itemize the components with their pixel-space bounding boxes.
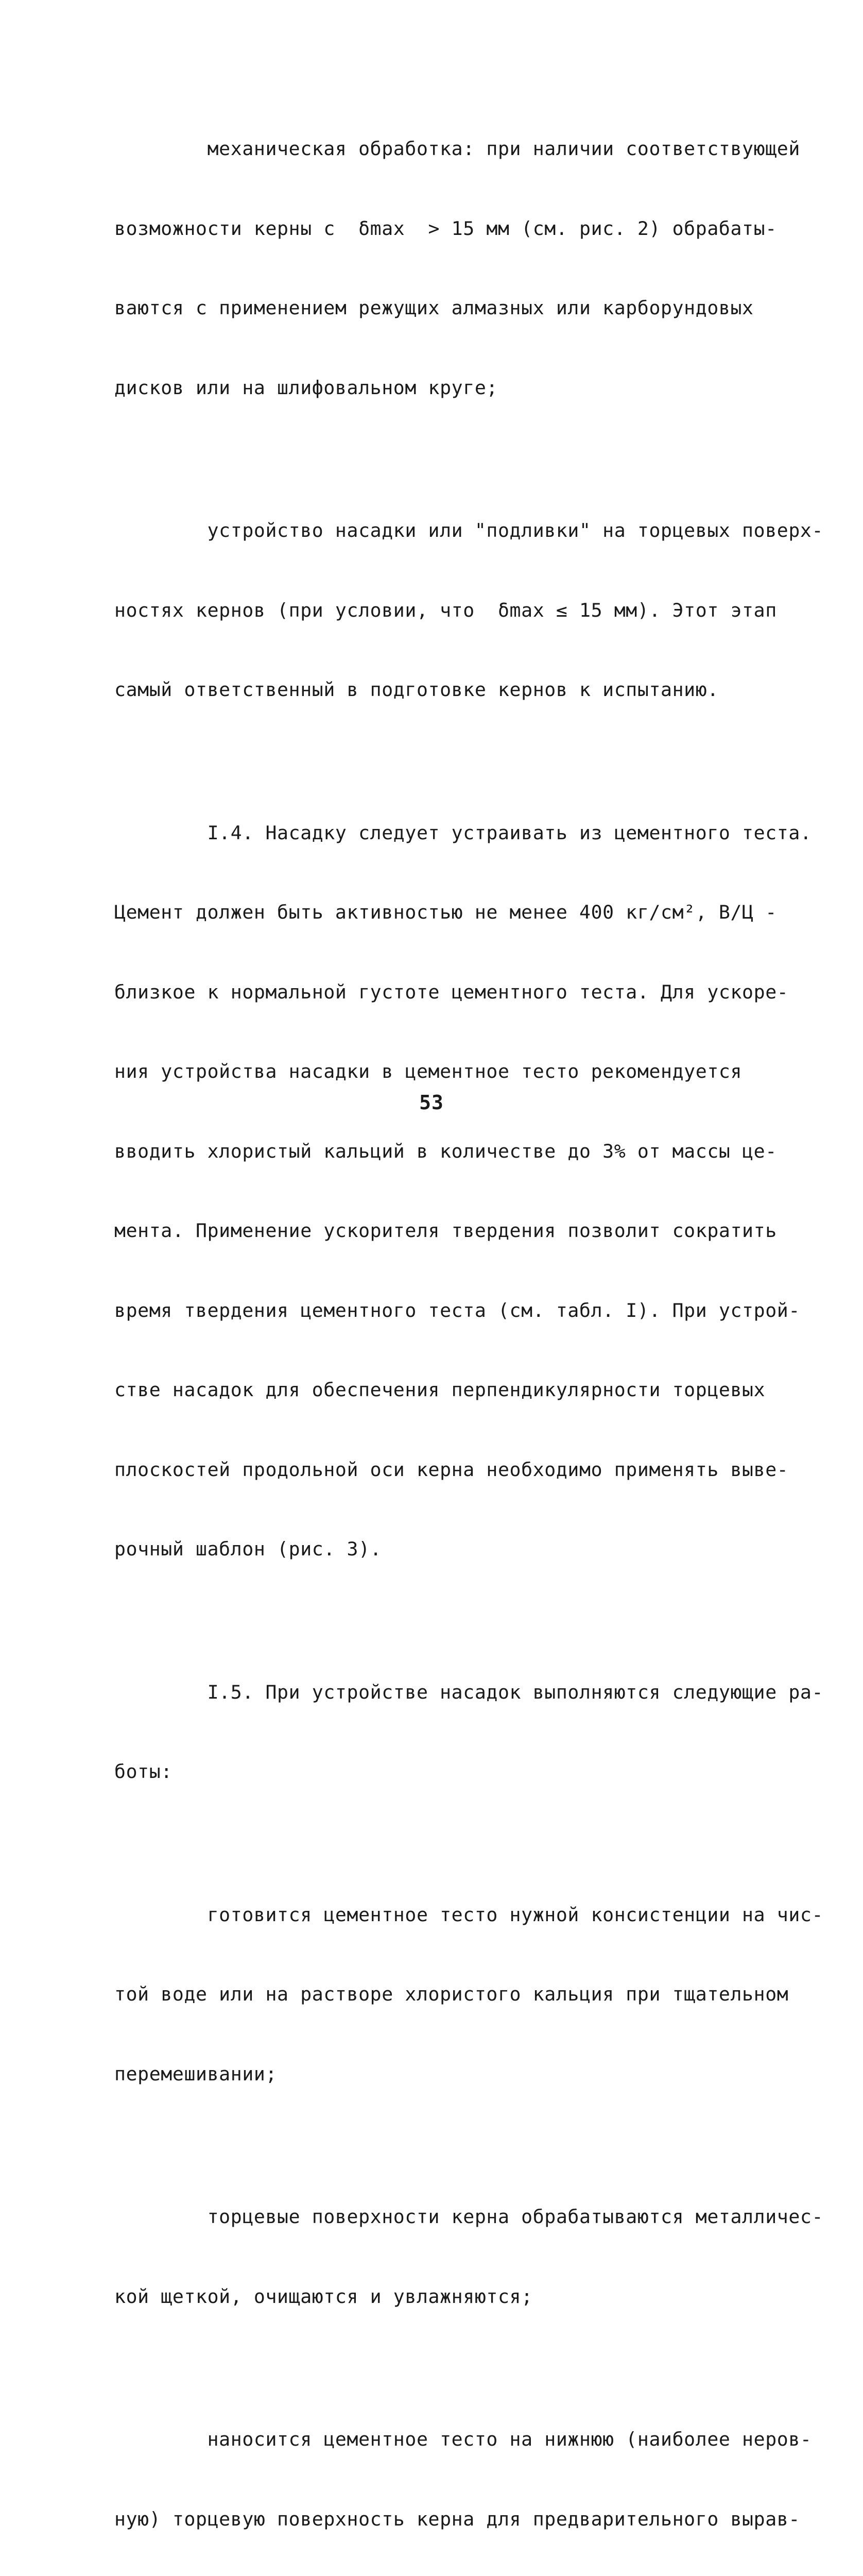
- text-line: той воде или на растворе хлористого кальция при тщательном: [114, 1983, 789, 2005]
- text-line: возможности керны с δmax > 15 мм (см. рис. 2) обрабаты-: [114, 217, 777, 240]
- paragraph-apply-paste: [114, 2373, 812, 2576]
- text-line: самый ответственный в подготовке кернов к испытанию.: [114, 679, 719, 701]
- text-line: перемешивании;: [114, 2062, 278, 2085]
- text-line: Цемент должен быть активностью не менее 400 кг/см², В/Ц -: [114, 901, 777, 923]
- text-line: готовится цементное тесто нужной консистенции на чис-: [114, 1903, 824, 1926]
- text-line: I.4. Насадку следует устраивать из цементного теста.: [114, 821, 812, 844]
- body-text: [114, 82, 824, 2576]
- text-line: мента. Применение ускорителя твердения позволит сократить: [114, 1219, 777, 1242]
- text-line: дисков или на шлифовальном круге;: [114, 376, 498, 399]
- text-line: близкое к нормальной густоте цементного теста. Для ускоре-: [114, 980, 789, 1003]
- paragraph-prepare-paste: [114, 1849, 824, 2141]
- text-line: устройство насадки или "подливки" на торцевых поверх-: [114, 519, 824, 541]
- text-line: ния устройства насадки в цементное тесто рекомендуется: [114, 1060, 743, 1082]
- page-number: 53: [419, 1091, 444, 1114]
- text-line: стве насадок для обеспечения перпендикулярности торцевых: [114, 1379, 766, 1401]
- text-line: ную) торцевую поверхность керна для предварительного вырав-: [114, 2507, 800, 2530]
- text-line: ваются с применением режущих алмазных или карборундовых: [114, 297, 754, 319]
- paragraph-cap-device: [114, 464, 824, 756]
- paragraph-machining: [114, 82, 800, 454]
- text-line: I.5. При устройстве насадок выполняются следующие ра-: [114, 1681, 824, 1703]
- text-line: время твердения цементного теста (см. табл. I). При устрой-: [114, 1299, 800, 1321]
- text-line: механическая обработка: при наличии соответствующей: [114, 138, 800, 160]
- paragraph-section-1-5: [114, 1626, 824, 1838]
- paragraph-section-1-4: [114, 767, 812, 1616]
- text-line: вводить хлористый кальций в количестве до 3% от массы це-: [114, 1140, 777, 1162]
- text-line: наносится цементное тесто на нижнюю (наиболее неров-: [114, 2428, 812, 2450]
- text-line: боты:: [114, 1760, 172, 1783]
- text-line: плоскостей продольной оси керна необходимо применять выве-: [114, 1458, 789, 1481]
- text-line: кой щеткой, очищаются и увлажняются;: [114, 2285, 533, 2308]
- text-line: рочный шаблон (рис. 3).: [114, 1538, 382, 1560]
- text-line: ностях кернов (при условии, что δmax ≤ 15 мм). Этот этап: [114, 599, 777, 621]
- text-line: торцевые поверхности керна обрабатываются металличес-: [114, 2206, 824, 2228]
- paragraph-end-surfaces: [114, 2150, 824, 2363]
